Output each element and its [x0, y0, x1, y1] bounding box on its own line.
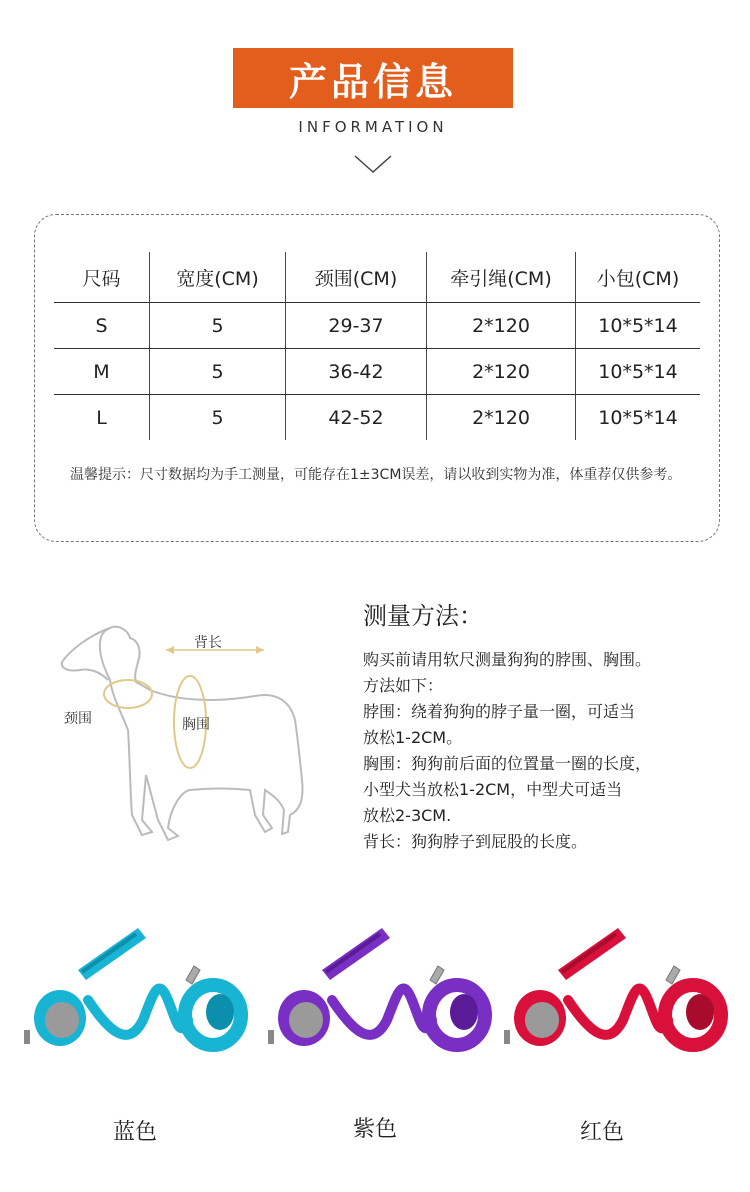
leash-handle-padding — [562, 934, 616, 972]
size-table — [54, 252, 700, 440]
chevron-down-icon — [353, 152, 393, 176]
leash-hook — [186, 966, 200, 984]
label-chest: 胸围 — [182, 717, 210, 733]
col-header-neck: 颈围(CM) — [286, 252, 427, 303]
page-title-banner — [233, 48, 513, 108]
cell-width: 5 — [150, 349, 286, 395]
instruction-line: 方法如下： — [363, 676, 444, 695]
measure-title: 测量方法： — [363, 602, 483, 630]
cell-pouch: 10*5*14 — [576, 303, 701, 349]
cell-width: 5 — [150, 303, 286, 349]
color-label-purple: 紫色 — [352, 1117, 397, 1142]
leash-handle-padding — [82, 934, 136, 972]
cell-pouch: 10*5*14 — [598, 406, 678, 429]
leash-strap — [568, 989, 668, 1035]
cell-leash: 2*120 — [427, 349, 576, 395]
pouch-clip — [268, 1030, 274, 1044]
label-back-length: 背长 — [194, 635, 222, 651]
collar-lining — [686, 994, 714, 1030]
cell-neck: 29-37 — [286, 303, 427, 349]
pouch-mesh — [289, 1002, 323, 1038]
instruction-line: 胸围：狗狗前后面的位置量一圈的长度， — [363, 754, 652, 773]
label-neck: 颈围 — [64, 711, 92, 727]
col-header-leash: 牵引绳(CM) — [427, 252, 576, 303]
cell-leash: 2*120 — [427, 395, 576, 441]
leash-handle-padding — [326, 934, 380, 972]
pouch-mesh — [45, 1002, 79, 1038]
instruction-line: 放松1-2CM。 — [363, 728, 463, 747]
cell-leash: 2*120 — [427, 303, 576, 349]
pouch-clip — [504, 1030, 510, 1044]
leash-strap — [332, 989, 432, 1035]
product-image-blue — [18, 880, 253, 1080]
product-image-red — [498, 880, 733, 1080]
cell-size: S — [54, 303, 150, 349]
col-header-width: 宽度(CM) — [150, 252, 286, 303]
leash-strap — [88, 989, 188, 1035]
product-image-purple — [262, 880, 497, 1080]
collar-lining — [450, 994, 478, 1030]
instruction-line: 背长：狗狗脖子到屁股的长度。 — [363, 832, 588, 851]
instruction-line: 脖围：绕着狗狗的脖子量一圈，可适当 — [363, 702, 636, 721]
cell-neck: 36-42 — [286, 349, 427, 395]
pouch-clip — [24, 1030, 30, 1044]
col-header-pouch: 小包(CM) — [576, 252, 701, 303]
cell-neck: 42-52 — [286, 395, 427, 441]
collar-lining — [206, 994, 234, 1030]
color-label-red: 红色 — [579, 1120, 624, 1145]
cell-size: M — [54, 349, 150, 395]
table-row — [54, 395, 700, 441]
cell-width: 5 — [150, 395, 286, 441]
leash-hook — [666, 966, 680, 984]
table-row — [54, 349, 700, 395]
leash-hook — [430, 966, 444, 984]
cell-size: L — [54, 395, 150, 441]
table-row — [54, 303, 700, 349]
instruction-line: 放松2-3CM. — [363, 806, 452, 825]
instruction-line: 小型犬当放松1-2CM，中型犬可适当 — [363, 780, 623, 799]
color-label-blue: 蓝色 — [112, 1120, 157, 1145]
page-subtitle: INFORMATION — [298, 118, 448, 136]
size-note: 温馨提示：尺寸数据均为手工测量，可能存在1±3CM误差，请以收到实物为准，体重荐仅供参考。 — [70, 467, 682, 483]
pouch-mesh — [525, 1002, 559, 1038]
cell-pouch: 10*5*14 — [576, 349, 701, 395]
col-header-size: 尺码 — [54, 252, 150, 303]
measure-instructions — [363, 647, 733, 855]
page-title: 产品信息 — [288, 59, 457, 104]
instruction-line: 购买前请用软尺测量狗狗的脖围、胸围。 — [363, 650, 652, 669]
